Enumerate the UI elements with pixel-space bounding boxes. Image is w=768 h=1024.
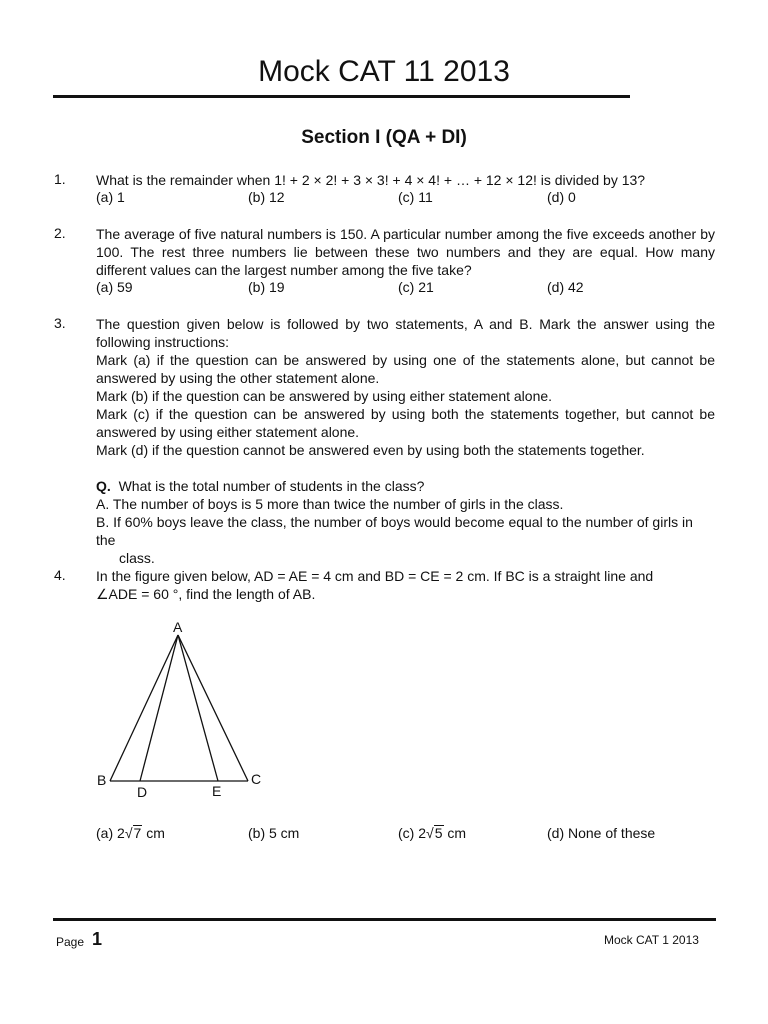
instruction-a: Mark (a) if the question can be answered by using one of the statements alone, but cannot be answered by using the other statement alone. [96,352,715,386]
option-c: (c) 21 [398,279,434,295]
answer-options [96,189,716,207]
label-b: B [97,772,107,788]
page-number: 1 [92,929,103,949]
question-text [96,567,715,603]
option-b: (b) 19 [248,279,285,295]
question-text: What is the remainder when 1! + 2 × 2! + 3 × 3! + 4 × 4! + … + 12 × 12! is divided by 13? [96,172,646,188]
segment-ad [140,635,178,781]
option-c: (c) 11 [398,189,433,205]
statement-b-cont: class. [119,550,155,566]
statement-b: B. If 60% boys leave the class, the number of boys would become equal to the number of girls in the [96,514,693,548]
question-number: 2. [54,225,66,241]
sqrt-icon: √ [124,825,133,841]
statement-a: A. The number of boys is 5 more than twice the number of girls in the class. [96,496,564,512]
question-number: 3. [54,315,66,331]
answer-options [96,279,716,297]
sub-question-label: Q. [96,478,111,494]
question-number: 4. [54,567,66,583]
option-a: (a) 59 [96,279,133,295]
question-text: The average of five natural numbers is 150. A particular number among the five exceeds another by 100. The rest three numbers lie between these two numbers and they are equal. How many different values can the largest number among the five take? [96,226,715,278]
instruction-b: Mark (b) if the question can be answered by using either statement alone. [96,388,553,404]
question-intro: The question given below is followed by two statements, A and B. Mark the answer using the following instructions: [96,316,715,350]
question-number: 1. [54,171,66,187]
footer-rule [53,918,716,921]
footer-title: Mock CAT 1 2013 [604,933,699,947]
option-d: (d) 42 [547,279,584,295]
label-d: D [137,784,148,800]
instruction-d: Mark (d) if the question cannot be answered even by using both the statements together. [96,442,645,458]
option-b: (b) 5 cm [248,825,300,841]
section-heading: Section I (QA + DI) [301,127,467,148]
label-c: C [251,771,262,787]
instruction-c: Mark (c) if the question can be answered by using both the statements together, but cannot be answered by using either statement alone. [96,406,715,440]
question-text-line2: ∠ADE = 60 °, find the length of AB. [96,586,316,602]
sqrt-icon: √ [426,825,434,841]
answer-options [96,825,716,843]
sub-question-text: What is the total number of students in the class? [118,478,425,494]
page-label: Page [56,935,85,949]
question-text-line1: In the figure given below, AD = AE = 4 cm and BD = CE = 2 cm. If BC is a straight line and [96,568,654,584]
label-e: E [212,783,222,799]
question-block [96,315,715,567]
option-d: (d) 0 [547,189,576,205]
option-d: (d) None of these [547,825,656,841]
sub-question [96,477,715,495]
page-title: Mock CAT 11 2013 [258,55,510,88]
segment-ac [178,635,248,781]
triangle-figure [90,615,280,805]
option-c: (c) 2√5 cm [398,825,467,841]
segment-ae [178,635,218,781]
option-a: (a) 1 [96,189,125,205]
label-a: A [173,619,183,635]
option-b: (b) 12 [248,189,285,205]
title-underline [53,95,630,98]
segment-ab [110,635,178,781]
option-a: (a) 2√7 cm [96,825,165,841]
